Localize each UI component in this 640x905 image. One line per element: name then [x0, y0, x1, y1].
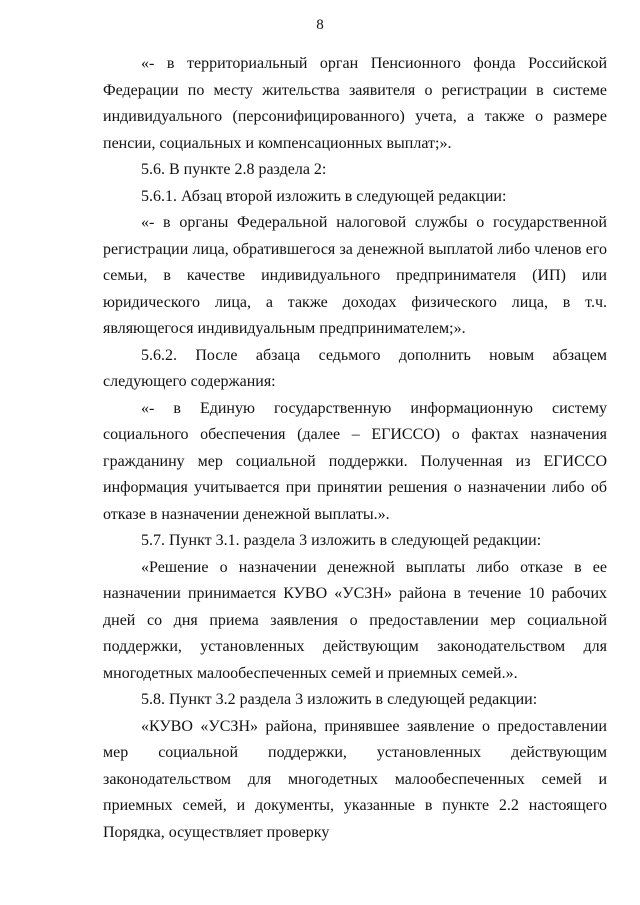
paragraph-5-8: 5.8. Пункт 3.2 раздела 3 изложить в следующей редакции:	[141, 691, 538, 708]
paragraph-decision-quote: «Решение о назначении денежной выплаты либо отказе в ее назначении принимается КУВО «УСЗН» района в течение 10 рабочих дней со дня приема заявления о предоставлении мер социальной поддержки, установленных действующим законодательством для многодетных малообеспеченных семей и приемных семей.».	[103, 558, 607, 682]
paragraph-pension-fund-quote: «- в территориальный орган Пенсионного фонда Российской Федерации по месту жительства заявителя о регистрации в системе индивидуального (персонифицированного) учета, а также о размере пенсии, социальных и компенсационных выплат;».	[103, 55, 607, 152]
paragraph-5-7: 5.7. Пункт 3.1. раздела 3 изложить в следующей редакции:	[141, 532, 542, 549]
paragraph-5-6-1: 5.6.1. Абзац второй изложить в следующей редакции:	[141, 187, 507, 205]
paragraph-5-6: 5.6. В пункте 2.8 раздела 2:	[141, 161, 327, 178]
paragraph-5-6-2: 5.6.2. После абзаца седьмого дополнить новым абзацем следующего содержания:	[103, 346, 607, 390]
page-number: 8	[316, 17, 324, 33]
document-body	[103, 51, 607, 846]
paragraph-kuvo-quote: «КУВО «УСЗН» района, принявшее заявление о предоставлении мер социальной поддержки, установленных действующим законодательством для многодетных малообеспеченных семей и приемных семей, и документы, указанные в пункте 2.2 настоящего Порядка, осуществляет проверку	[103, 717, 607, 841]
paragraph-tax-service-quote: «- в органы Федеральной налоговой службы о государственной регистрации лица, обратившегося за денежной выплатой либо членов его семьи, в качестве индивидуального предпринимателя (ИП) или юридического лица, а также доходах физического лица, в т.ч. являющегося индивидуальным предпринимателем;».	[103, 214, 607, 337]
paragraph-egisso-quote: «- в Единую государственную информационную систему социального обеспечения (далее – ЕГИССО) о фактах назначения гражданину мер социальной поддержки. Полученная из ЕГИССО информация учитывается при принятии решения о назначении либо об отказе в назначении денежной выплаты.».	[103, 399, 607, 523]
